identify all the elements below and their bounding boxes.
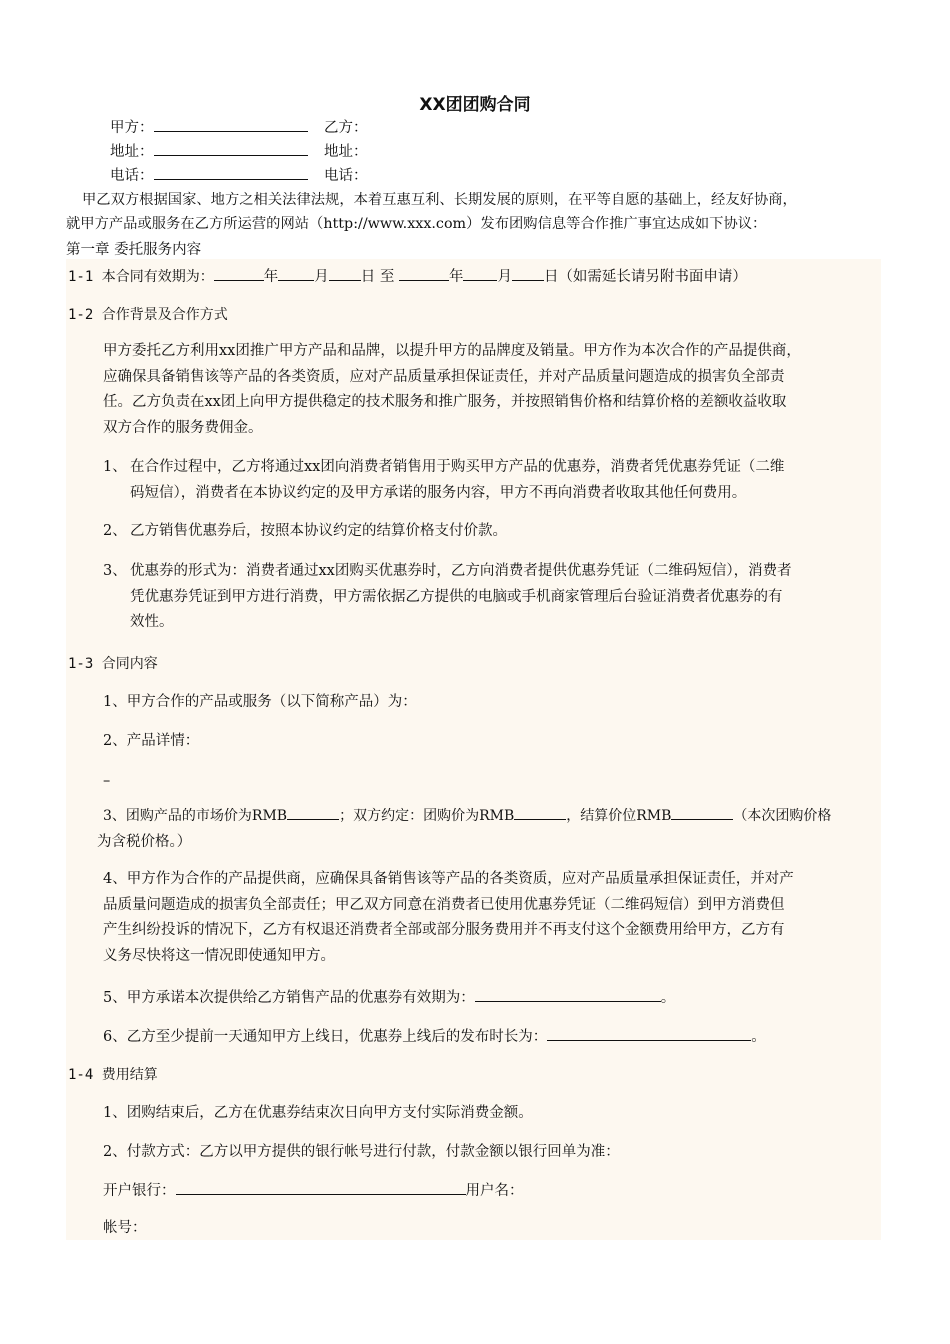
account-number-label: 帐号：	[103, 1220, 147, 1236]
section-1-3-heading: 1-3 合同内容	[68, 656, 158, 672]
bank-label: 开户银行：	[103, 1183, 176, 1199]
start-year-blank[interactable]	[214, 266, 264, 281]
paragraph-line: 甲方委托乙方利用xx团推广甲方产品和品牌，以提升甲方的品牌度及销量。甲方作为本次合作的产品提供商，	[103, 343, 801, 359]
party-a-blank[interactable]	[154, 117, 308, 132]
section-1-3-item-2: 2、产品详情：	[103, 733, 200, 749]
coupon-validity-blank[interactable]	[475, 987, 661, 1002]
period-mark: 。	[751, 1029, 766, 1045]
end-month-blank[interactable]	[463, 266, 497, 281]
phone-a-label: 电话：	[110, 168, 154, 184]
bank-row	[103, 1179, 524, 1200]
item-line: 义务尽快将这一情况即使通知甲方。	[103, 947, 335, 964]
party-a-label: 甲方：	[110, 120, 154, 136]
intro-line-2: 就甲方产品或服务在乙方所运营的网站（http://www.xxx.com）发布团购信息等合作推广事宜达成如下协议：	[66, 216, 767, 232]
item-line: 优惠券的形式为：消费者通过xx团购买优惠券时，乙方向消费者提供优惠券凭证（二维码短信），消费者	[130, 563, 792, 579]
phone-a-blank[interactable]	[154, 165, 308, 180]
coupon-validity-label: 5、甲方承诺本次提供给乙方销售产品的优惠券有效期为：	[103, 990, 475, 1006]
period-mark: 。	[660, 990, 676, 1006]
end-day-blank[interactable]	[512, 266, 544, 281]
market-price-label: 3、团购产品的市场价为RMB	[103, 808, 288, 824]
item-line: 在合作过程中，乙方将通过xx团向消费者销售用于购买甲方产品的优惠券，消费者凭优惠券凭证（二维	[130, 459, 785, 475]
item-number: 2、	[103, 523, 127, 539]
party-a-row	[110, 116, 308, 137]
item-line: 4、甲方作为合作的产品提供商，应确保具备销售该等产品的各类资质，应对产品质量承担保证责任，并对产	[103, 871, 794, 887]
start-day-blank[interactable]	[329, 266, 361, 281]
publish-duration-label: 6、乙方至少提前一天通知甲方上线日，优惠券上线后的发布时长为：	[103, 1029, 548, 1045]
phone-b-label: 电话：	[324, 168, 368, 184]
price-note: （本次团购价格	[733, 808, 832, 824]
start-year-label: 年	[263, 269, 279, 285]
dash-mark: –	[103, 773, 111, 789]
section-1-2-paragraph	[103, 339, 893, 441]
address-a-blank[interactable]	[154, 141, 308, 156]
section-1-4-item-1: 1、团购结束后，乙方在优惠券结束次日向甲方支付实际消费金额。	[103, 1105, 533, 1121]
address-a-row	[110, 140, 308, 161]
price-note-continued: 为含税价格。）	[97, 834, 192, 850]
section-1-3-item-5	[103, 986, 675, 1007]
end-year-blank[interactable]	[399, 266, 449, 281]
item-line: 效性。	[130, 614, 174, 630]
section-1-3-item-1: 1、甲方合作的产品或服务（以下简称产品）为：	[103, 694, 417, 710]
contract-title: XX团团购合同	[419, 95, 531, 115]
start-month-blank[interactable]	[278, 266, 314, 281]
end-month-label: 月	[497, 269, 512, 285]
party-b-label: 乙方：	[324, 120, 368, 136]
group-price-blank[interactable]	[514, 805, 566, 820]
section-1-3-item-4	[103, 867, 893, 969]
section-1-2-heading: 1-2 合作背景及合作方式	[68, 307, 228, 323]
phone-a-row	[110, 164, 308, 185]
market-price-blank[interactable]	[287, 805, 339, 820]
section-1-1-heading: 1-1 本合同有效期为：	[68, 269, 214, 285]
start-day-label: 日 至	[360, 269, 395, 285]
item-number: 1、	[103, 459, 127, 475]
paragraph-line: 应确保具备销售该等产品的各类资质，应对产品质量承担保证责任，并对产品质量问题造成的损害负全部责	[103, 368, 785, 385]
group-price-label: ；双方约定：团购价为RMB	[339, 808, 515, 824]
end-day-label: 日（如需延长请另附书面申请）	[543, 269, 747, 285]
section-1-4-item-2: 2、付款方式：乙方以甲方提供的银行帐号进行付款，付款金额以银行回单为准：	[103, 1144, 620, 1160]
address-a-label: 地址：	[110, 144, 154, 160]
start-month-label: 月	[314, 269, 329, 285]
item-line: 乙方销售优惠券后，按照本协议约定的结算价格支付价款。	[130, 523, 507, 539]
item-line: 品质量问题造成的损害负全部责任；甲乙双方同意在消费者已使用优惠券凭证（二维码短信）到甲方消费但	[103, 896, 785, 913]
intro-line-1: 甲乙双方根据国家、地方之相关法律法规，本着互惠互利、长期发展的原则，在平等自愿的基础上，经友好协商，	[82, 192, 797, 208]
paragraph-line: 双方合作的服务费佣金。	[103, 419, 263, 436]
section-1-3-item-6	[103, 1025, 766, 1046]
item-number: 3、	[103, 563, 127, 579]
item-line: 码短信），消费者在本协议约定的及甲方承诺的服务内容，甲方不再向消费者收取其他任何费用。	[130, 484, 747, 501]
section-1-3-item-3	[103, 805, 831, 825]
paragraph-line: 任。乙方负责在xx团上向甲方提供稳定的技术服务和推广服务，并按照销售价格和结算价格的差额收益收取	[103, 394, 787, 410]
account-name-label: 用户名：	[465, 1183, 524, 1199]
bank-blank[interactable]	[176, 1180, 466, 1195]
item-line: 产生纠纷投诉的情况下，乙方有权退还消费者全部或部分服务费用并不再支付这个金额费用给甲方，乙方有	[103, 922, 785, 938]
item-line: 凭优惠券凭证到甲方进行消费，甲方需依据乙方提供的电脑或手机商家管理后台验证消费者优惠券的有	[130, 588, 783, 605]
section-1-4-heading: 1-4 费用结算	[68, 1067, 158, 1083]
publish-duration-blank[interactable]	[547, 1026, 751, 1041]
chapter-heading: 第一章 委托服务内容	[66, 242, 202, 258]
address-b-label: 地址：	[324, 144, 368, 160]
section-1-1	[68, 265, 747, 286]
settlement-price-label: ，结算价位RMB	[566, 808, 672, 824]
settlement-price-blank[interactable]	[671, 805, 733, 820]
end-year-label: 年	[448, 269, 464, 285]
